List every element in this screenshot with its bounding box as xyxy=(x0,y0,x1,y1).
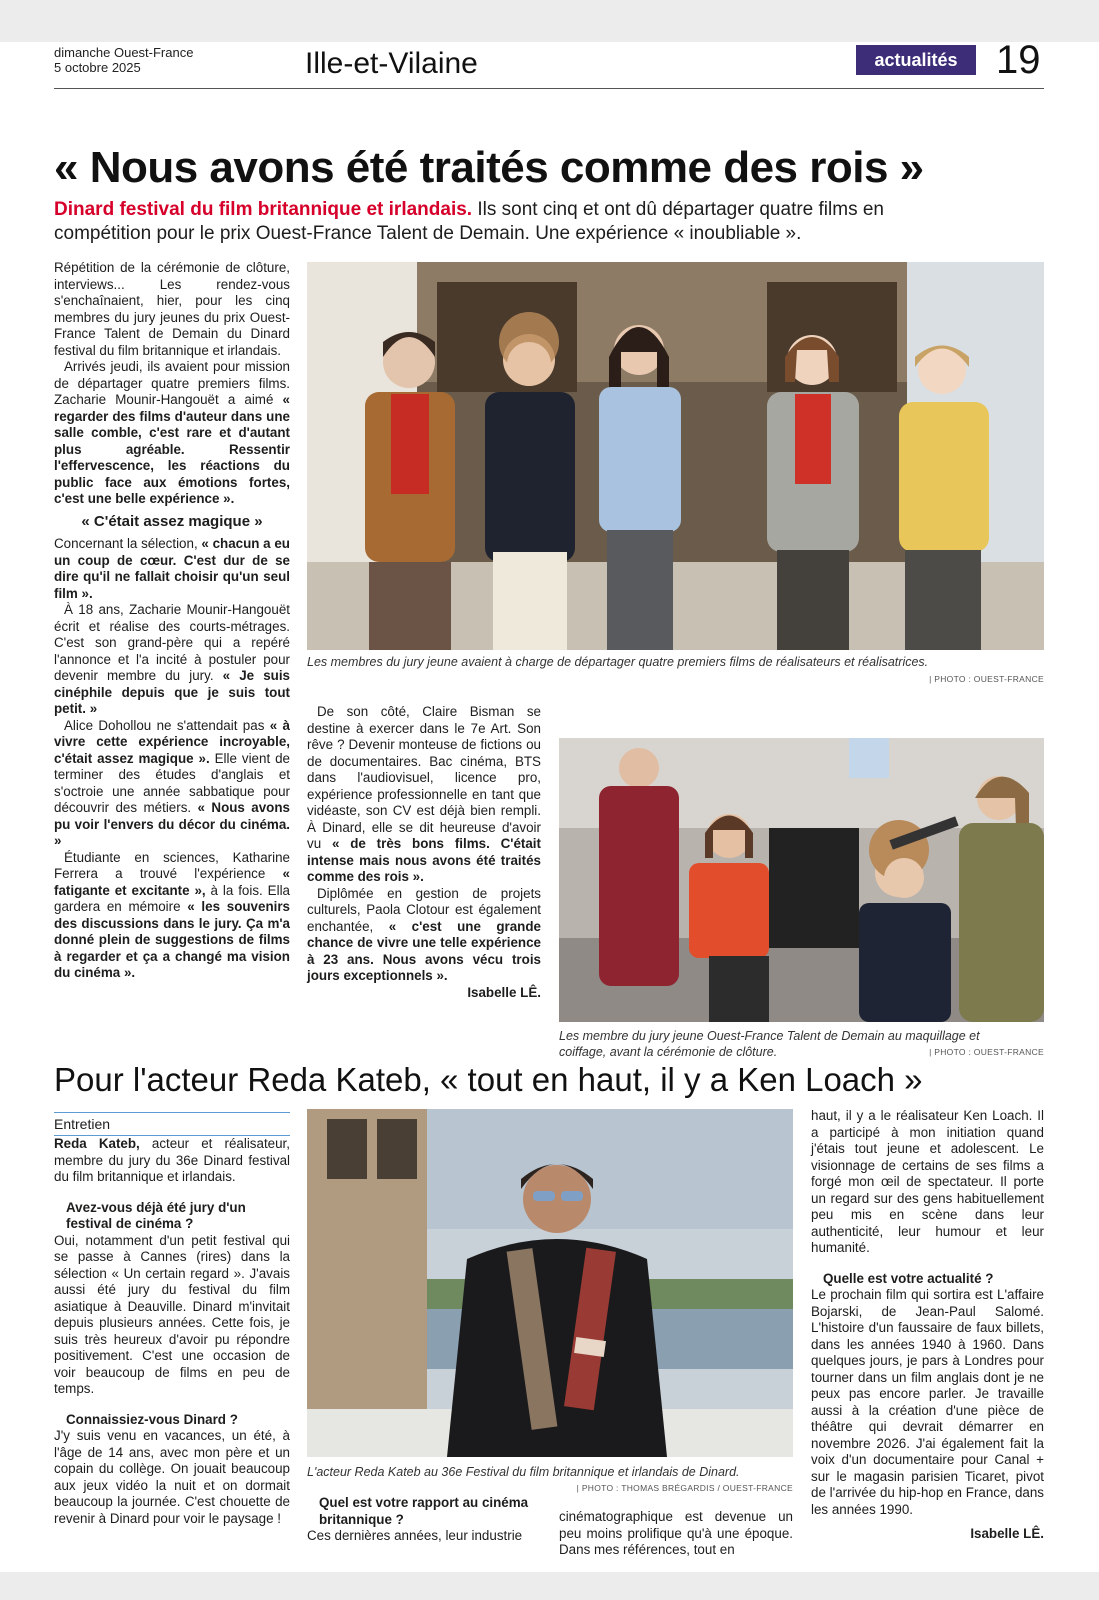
paragraph: Répétition de la cérémonie de clôture, interviews... Les rendez-vous s'enchaînaient, hier, pour les cinq membres du jury jeunes du prix Ouest-France Talent de Demain du Dinard festival du film britannique et irlandais. xyxy=(54,260,290,358)
newspaper-page xyxy=(0,38,1099,1572)
article-column-1 xyxy=(54,260,290,982)
article-headline: Pour l'acteur Reda Kateb, « tout en haut, il y a Ken Loach » xyxy=(54,1061,923,1098)
paragraph: Concernant la sélection, « chacun a eu un coup de cœur. C'est dur de se dire qu'il ne fallait choisir qu'un seul film ». xyxy=(54,536,290,601)
lead-kicker: Dinard festival du film britannique et irlandais. xyxy=(54,199,473,220)
interview-intro: Reda Kateb, acteur et réalisateur, membre du jury du 36e Dinard festival du film britannique et irlandais. xyxy=(54,1136,290,1184)
paragraph: Arrivés jeudi, ils avaient pour mission de départager quatre premiers films. Zacharie Mounir-Hangouët a aimé « regarder des films d'auteur dans une salle comble, c'est rare et d'autant plus agréable. Ressentir l'effervescence, les réactions du public face aux émotions fortes, c'est une belle expérience ». xyxy=(54,359,290,506)
publication-day: dimanche Ouest-France xyxy=(54,45,194,60)
paragraph: Alice Dohollou ne s'attendait pas « à vivre cette expérience incroyable, c'était assez magique ». Elle vient de terminer des études d'anglais et s'octroie une année sabbatique pour découvrir des métiers. « Nous avons pu voir l'envers du décor du cinéma. » xyxy=(54,717,290,848)
photo-credit: | PHOTO : OUEST-FRANCE xyxy=(929,674,1044,684)
article-lead xyxy=(54,198,894,246)
interview-answer: Le prochain film qui sortira est L'affaire Bojarski, de Jean-Paul Salomé. L'histoire d'un faussaire de faux billets, dans les années 1940 à 1960. Dans quelques jours, je pars à Londres pour tourner dans un film anglais dont je ne peux pas encore parler. Je travaille aussi à la création d'une pièce de théâtre qui devrait démarrer en novembre 2026. J'ai également fait la voix d'un documentaire pour Canal + sur le magasin parisien Ticaret, pivot de l'arrivée du hip-hop en France, dans les années 1990. xyxy=(811,1287,1044,1517)
paragraph: De son côté, Claire Bisman se destine à exercer dans le 7e Art. Son rêve ? Devenir monteuse de fictions ou de documentaires. Bac cinéma, BTS dans l'audiovisuel, licence pro, expérience professionnelle en tant que vidéaste, son CV est déjà bien rempli. À Dinard, elle se dit heureuse d'avoir vu « de très bons films. C'était intense mais nous avons été traités comme des rois ». xyxy=(307,704,541,884)
interview-answer: Oui, notamment d'un petit festival qui se passe à Cannes (rires) dans la sélection « Un certain regard ». J'avais aussi été jury du festival du film asiatique à Deauville. Dinard m'invitait depuis plusieurs années. Cette fois, je suis très heureux d'avoir pu répondre positivement. C'est une occasion de voir beaucoup de films en peu de temps. xyxy=(54,1232,290,1396)
section-badge: actualités xyxy=(856,45,976,75)
interview-column-4 xyxy=(811,1108,1044,1543)
signature: Isabelle LÊ. xyxy=(467,984,541,1000)
paragraph: Diplômée en gestion de projets culturels, Paola Clotour est également enchantée, « c'est une grande chance de vivre une telle expérience à 23 ans. Nous avons vécu trois jours exceptionnels ». xyxy=(307,885,541,983)
interview-column-1 xyxy=(54,1136,290,1527)
interview-question: Avez-vous déjà été jury d'un festival de cinéma ? xyxy=(66,1199,246,1231)
subheading: « C'était assez magique » xyxy=(81,512,263,530)
interview-answer: J'y suis venu en vacances, un été, à l'âge de 14 ans, avec mon père et un copain du collège. On jouait beaucoup aux jeux vidéo la nuit et on dormait beaucoup la journée. C'est chouette de revenir à Dinard pour voir le paysage ! xyxy=(54,1428,290,1526)
publication-date: 5 octobre 2025 xyxy=(54,60,141,75)
header-divider xyxy=(54,88,1044,89)
interview-question: Connaissiez-vous Dinard ? xyxy=(66,1411,238,1427)
interview-column-2 xyxy=(307,1495,541,1545)
photo-credit: | PHOTO : OUEST-FRANCE xyxy=(929,1047,1044,1057)
reda-kateb-photo xyxy=(307,1109,793,1457)
article-headline: « Nous avons été traités comme des rois » xyxy=(54,143,924,192)
photo-caption: Les membres du jury jeune avaient à charge de départager quatre premiers films de réalisateurs et réalisatrices. xyxy=(307,655,929,669)
interview-question: Quelle est votre actualité ? xyxy=(823,1270,994,1286)
lead-text: Ils sont cinq et ont dû départager quatre films en compétition pour le prix Ouest-France Talent de Demain. Une expérience « inoubliable ». xyxy=(54,199,884,244)
interview-answer: haut, il y a le réalisateur Ken Loach. Il a participé à mon initiation quand j'étais tout jeune et adolescent. Le visionnage de certains de ses films a forgé mon œil de spectateur. Il porte un regard sur des gens habituellement peu mis en scène dans leur authenticité, leur humour et leur humanité. xyxy=(811,1108,1044,1255)
interview-column-3 xyxy=(559,1509,793,1559)
paragraph: Étudiante en sciences, Katharine Ferrera a trouvé l'expérience « fatigante et excitante », à la fois. Ella gardera en mémoire « les souvenirs des discussions dans le jury. Ça m'a donné plein de suggestions de films à regarder et ça a changé ma vision du cinéma ». xyxy=(54,849,291,980)
paragraph: À 18 ans, Zacharie Mounir-Hangouët écrit et réalise des courts-métrages. C'est son grand-père qui a repéré l'annonce et l'a incité à postuler pour devenir membre du jury. « Je suis cinéphile depuis que je suis tout petit. » xyxy=(54,602,291,716)
page-number: 19 xyxy=(996,38,1041,82)
interview-answer: cinématographique est devenue un peu moins prolifique qu'à une époque. Dans mes références, tout en xyxy=(559,1509,793,1557)
issue-date xyxy=(54,45,193,75)
rubric-tag: Entretien xyxy=(54,1112,290,1136)
section-title: Ille-et-Vilaine xyxy=(305,47,478,80)
photo-credit: | PHOTO : THOMAS BRÉGARDIS / OUEST-FRANCE xyxy=(576,1483,793,1493)
signature: Isabelle LÊ. xyxy=(970,1526,1044,1541)
interview-answer: Ces dernières années, leur industrie xyxy=(307,1528,523,1543)
jury-group-photo xyxy=(307,262,1044,650)
article-column-2 xyxy=(307,704,541,1001)
makeup-photo xyxy=(559,738,1044,1022)
photo-caption: Les membre du jury jeune Ouest-France Talent de Demain au maquillage et coiffage, avant la cérémonie de clôture. xyxy=(559,1029,980,1059)
photo-caption: L'acteur Reda Kateb au 36e Festival du film britannique et irlandais de Dinard. xyxy=(307,1465,740,1479)
interview-question: Quel est votre rapport au cinéma britannique ? xyxy=(319,1495,529,1527)
